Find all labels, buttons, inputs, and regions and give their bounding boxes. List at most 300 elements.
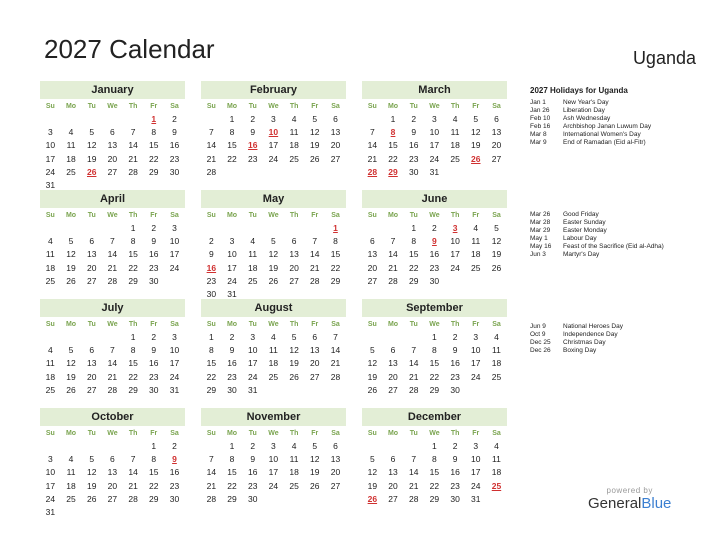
day-cell: 15 [128, 358, 138, 369]
empty-cell [201, 222, 222, 235]
day-cell: 1 [432, 441, 437, 451]
holiday-date: 1 [151, 114, 157, 124]
weekday-label: Tu [409, 103, 418, 110]
holiday-date-label: Mar 29 [530, 227, 551, 235]
day-cell: 27 [388, 493, 398, 504]
weekday-label: Sa [170, 103, 179, 110]
day-cell: 23 [429, 262, 440, 273]
day-cell: 30 [450, 384, 460, 395]
holiday-date-label: May 1 [530, 235, 548, 243]
day-cell: 29 [429, 493, 440, 504]
day-cell: 1 [229, 114, 235, 124]
day-cell: 29 [330, 275, 341, 286]
holiday-row [530, 227, 664, 235]
day-cell: 13 [491, 127, 502, 138]
weekday-label: Fr [311, 103, 319, 110]
day-cell: 3 [473, 441, 479, 451]
holiday-name: Liberation Day [563, 107, 605, 115]
day-cell: 24 [45, 166, 56, 177]
day-cell: 18 [491, 358, 502, 369]
day-cell: 20 [330, 467, 341, 478]
weekday-label: Tu [87, 321, 96, 328]
day-cell: 28 [107, 275, 118, 286]
day-cell: 18 [45, 262, 56, 273]
weekday-label: Tu [87, 212, 96, 219]
empty-cell [102, 113, 123, 126]
day-cell: 19 [471, 140, 481, 151]
day-cell: 28 [310, 275, 320, 286]
weekday-label: Mo [226, 103, 238, 110]
day-cell: 28 [128, 493, 138, 504]
day-grid [40, 426, 185, 519]
day-cell: 19 [310, 467, 320, 478]
day-grid [362, 99, 507, 179]
day-cell: 11 [492, 345, 501, 356]
empty-cell [362, 331, 383, 344]
holiday-date-label: Jan 1 [530, 99, 546, 106]
holiday-date: 26 [86, 166, 97, 177]
day-cell: 12 [268, 249, 279, 260]
holiday-name: National Heroes Day [563, 323, 623, 330]
empty-cell [201, 113, 222, 126]
weekday-label: We [429, 321, 440, 328]
day-cell: 21 [206, 480, 217, 491]
weekday-label: Su [206, 212, 216, 219]
day-cell: 5 [68, 236, 74, 247]
weekday-label: Mo [65, 103, 77, 110]
day-cell: 18 [66, 480, 76, 491]
month-february [201, 81, 346, 179]
weekday-label: Sa [331, 430, 340, 437]
day-cell: 6 [390, 345, 396, 356]
weekday-label: We [268, 103, 279, 110]
day-cell: 3 [172, 223, 177, 233]
holiday-name: Easter Monday [563, 227, 607, 235]
day-cell: 4 [494, 441, 499, 451]
month-april [40, 190, 185, 288]
day-cell: 17 [169, 358, 180, 369]
day-cell: 7 [110, 345, 115, 356]
day-cell: 3 [47, 127, 53, 138]
day-cell: 8 [229, 454, 235, 465]
day-cell: 1 [130, 332, 136, 342]
day-cell: 26 [310, 480, 320, 491]
day-cell: 1 [130, 223, 136, 233]
day-cell: 7 [208, 454, 214, 465]
day-cell: 17 [429, 140, 440, 151]
weekday-label: Sa [492, 212, 501, 219]
weekday-label: Su [45, 103, 55, 110]
day-cell: 30 [408, 166, 419, 177]
day-cell: 31 [471, 493, 481, 504]
day-cell: 11 [268, 345, 278, 356]
day-cell: 1 [432, 332, 437, 342]
day-cell: 15 [149, 467, 159, 478]
day-cell: 14 [310, 249, 320, 260]
holiday-name: Ash Wednesday [563, 115, 611, 123]
day-cell: 25 [491, 371, 502, 382]
empty-cell [403, 331, 424, 344]
day-cell: 15 [408, 249, 419, 260]
day-cell: 22 [128, 371, 138, 382]
day-cell: 13 [367, 249, 378, 260]
holiday-date: 28 [367, 166, 378, 177]
day-cell: 21 [408, 480, 419, 491]
day-cell: 1 [208, 332, 214, 342]
day-cell: 12 [310, 127, 320, 138]
weekday-label: Mo [226, 212, 238, 219]
day-cell: 24 [450, 262, 460, 273]
day-cell: 25 [247, 275, 258, 286]
day-cell: 2 [151, 332, 157, 342]
holiday-date-label: Jun 9 [530, 323, 546, 330]
holiday-name: Boxing Day [563, 347, 597, 355]
day-cell: 16 [450, 467, 460, 478]
empty-cell [362, 113, 383, 126]
weekday-label: Mo [65, 321, 77, 328]
day-cell: 16 [169, 140, 180, 151]
weekday-label: Th [289, 321, 299, 328]
day-cell: 28 [408, 384, 419, 395]
empty-cell [222, 222, 243, 235]
weekday-label: Fr [472, 321, 480, 328]
day-cell: 24 [169, 262, 180, 273]
day-cell: 27 [107, 493, 118, 504]
holiday-date: 26 [367, 493, 378, 504]
weekday-label: Fr [150, 103, 158, 110]
day-cell: 28 [330, 371, 341, 382]
weekday-label: Th [289, 103, 299, 110]
holiday-name: End of Ramadan (Eid al-Fitr) [563, 139, 646, 147]
day-cell: 18 [289, 467, 299, 478]
month-header: January [40, 81, 185, 99]
day-cell: 12 [66, 358, 76, 369]
day-cell: 15 [429, 467, 440, 478]
holiday-date-label: Feb 16 [530, 123, 551, 131]
day-cell: 26 [66, 384, 76, 395]
day-cell: 7 [130, 454, 136, 465]
day-cell: 11 [248, 249, 258, 260]
day-cell: 22 [408, 262, 419, 273]
month-august [201, 299, 346, 397]
day-cell: 10 [450, 236, 460, 247]
empty-cell [102, 440, 123, 453]
day-cell: 18 [45, 371, 56, 382]
day-cell: 30 [149, 384, 159, 395]
day-cell: 14 [367, 140, 378, 151]
day-cell: 4 [68, 127, 74, 138]
day-cell: 23 [450, 480, 460, 491]
day-cell: 8 [432, 345, 437, 356]
day-cell: 26 [491, 262, 502, 273]
day-cell: 21 [330, 358, 341, 369]
day-cell: 22 [149, 153, 159, 164]
day-cell: 16 [247, 467, 258, 478]
day-cell: 23 [408, 153, 419, 164]
day-grid [362, 208, 507, 288]
day-cell: 14 [206, 467, 217, 478]
day-cell: 9 [208, 249, 214, 260]
day-cell: 1 [390, 114, 396, 124]
empty-cell [61, 222, 82, 235]
day-cell: 2 [411, 114, 417, 124]
weekday-label: Mo [226, 321, 238, 328]
month-header: November [201, 408, 346, 426]
day-cell: 22 [206, 371, 217, 382]
empty-cell [40, 331, 61, 344]
holiday-list [530, 99, 651, 148]
day-cell: 27 [289, 275, 299, 286]
day-cell: 2 [208, 236, 214, 247]
holiday-date-label: Jan 26 [530, 107, 550, 115]
day-cell: 4 [68, 454, 74, 465]
day-cell: 27 [330, 153, 341, 164]
day-cell: 5 [291, 332, 297, 342]
day-cell: 25 [45, 384, 56, 395]
day-cell: 9 [151, 345, 157, 356]
day-cell: 13 [107, 140, 118, 151]
day-cell: 8 [411, 236, 417, 247]
day-cell: 20 [86, 262, 97, 273]
day-cell: 27 [330, 480, 341, 491]
month-header: September [362, 299, 507, 317]
day-cell: 2 [452, 441, 458, 451]
day-grid [40, 208, 185, 288]
day-cell: 17 [450, 249, 460, 260]
day-cell: 17 [227, 262, 237, 273]
day-cell: 30 [169, 166, 180, 177]
brand-logo [588, 486, 671, 512]
weekday-label: We [268, 321, 279, 328]
day-cell: 8 [151, 454, 157, 465]
weekday-label: Su [45, 321, 55, 328]
weekday-label: Th [450, 321, 460, 328]
weekday-label: Fr [472, 430, 480, 437]
day-cell: 7 [390, 236, 396, 247]
day-cell: 18 [471, 249, 481, 260]
day-cell: 20 [491, 140, 502, 151]
day-cell: 5 [312, 441, 318, 451]
day-cell: 27 [86, 275, 97, 286]
day-cell: 15 [429, 358, 440, 369]
day-cell: 23 [227, 371, 237, 382]
day-cell: 7 [130, 127, 136, 138]
empty-cell [61, 331, 82, 344]
day-cell: 20 [367, 262, 378, 273]
holiday-row [530, 235, 664, 243]
day-cell: 17 [169, 249, 180, 260]
month-march [362, 81, 507, 179]
day-cell: 2 [452, 332, 458, 342]
day-cell: 16 [429, 249, 440, 260]
day-cell: 13 [310, 345, 320, 356]
day-cell: 3 [250, 332, 256, 342]
day-cell: 27 [491, 153, 502, 164]
weekday-label: Tu [87, 103, 96, 110]
day-cell: 20 [289, 262, 299, 273]
month-header: April [40, 190, 185, 208]
day-cell: 29 [429, 384, 440, 395]
day-cell: 28 [388, 275, 398, 286]
day-cell: 18 [247, 262, 258, 273]
day-cell: 8 [229, 127, 235, 138]
day-cell: 4 [47, 236, 53, 247]
day-cell: 17 [45, 480, 56, 491]
weekday-label: Th [289, 212, 299, 219]
weekday-label: Tu [248, 103, 257, 110]
holiday-date: 8 [390, 127, 396, 138]
empty-cell [61, 113, 82, 126]
empty-cell [81, 113, 102, 126]
weekday-label: Su [206, 321, 216, 328]
country-name: Uganda [632, 48, 696, 68]
day-cell: 26 [310, 153, 320, 164]
day-cell: 24 [45, 493, 56, 504]
holiday-date-label: Dec 25 [530, 339, 551, 347]
day-cell: 8 [151, 127, 157, 138]
holiday-date: 16 [247, 140, 258, 151]
weekday-label: Fr [150, 212, 158, 219]
holiday-date: 10 [268, 127, 279, 138]
day-cell: 31 [227, 288, 237, 299]
day-cell: 25 [471, 262, 481, 273]
day-cell: 30 [450, 493, 460, 504]
day-cell: 10 [268, 454, 279, 465]
day-cell: 6 [494, 114, 499, 124]
empty-cell [102, 222, 123, 235]
day-cell: 15 [206, 358, 217, 369]
day-cell: 23 [206, 275, 217, 286]
day-cell: 10 [227, 249, 237, 260]
day-cell: 22 [227, 153, 237, 164]
day-cell: 17 [471, 467, 481, 478]
day-cell: 27 [367, 275, 378, 286]
empty-cell [123, 440, 144, 453]
holiday-date-label: Dec 26 [530, 347, 551, 355]
day-cell: 23 [149, 262, 159, 273]
weekday-label: Mo [65, 212, 77, 219]
day-cell: 27 [310, 371, 320, 382]
day-cell: 5 [312, 114, 318, 124]
holiday-date-label: Oct 9 [530, 331, 546, 339]
holiday-date: 9 [432, 236, 437, 247]
holiday-name: Independence Day [563, 331, 618, 339]
day-cell: 20 [330, 140, 341, 151]
day-cell: 4 [494, 332, 499, 342]
brand-general: General [588, 495, 642, 512]
empty-cell [383, 331, 404, 344]
day-cell: 16 [149, 249, 159, 260]
day-cell: 14 [206, 140, 217, 151]
day-cell: 2 [172, 441, 177, 451]
day-cell: 31 [247, 384, 258, 395]
day-cell: 21 [107, 262, 118, 273]
holiday-date: 1 [333, 223, 338, 233]
day-cell: 2 [250, 441, 256, 451]
day-cell: 7 [333, 332, 338, 342]
day-cell: 6 [89, 236, 95, 247]
day-cell: 5 [369, 345, 375, 356]
holiday-row [530, 243, 664, 251]
day-cell: 5 [473, 114, 479, 124]
day-cell: 22 [388, 153, 398, 164]
weekday-label: Th [128, 212, 138, 219]
day-cell: 23 [149, 371, 159, 382]
empty-cell [383, 440, 404, 453]
day-cell: 3 [271, 114, 276, 124]
weekday-label: Fr [472, 103, 480, 110]
day-cell: 17 [45, 153, 56, 164]
weekday-label: Su [367, 103, 377, 110]
day-cell: 4 [291, 441, 297, 451]
day-cell: 14 [128, 467, 138, 478]
weekday-label: Sa [170, 212, 179, 219]
day-cell: 16 [169, 467, 180, 478]
day-cell: 13 [107, 467, 118, 478]
day-cell: 12 [86, 467, 97, 478]
day-cell: 6 [333, 441, 338, 451]
day-cell: 5 [89, 127, 95, 138]
weekday-label: Th [128, 321, 138, 328]
day-grid [201, 208, 346, 301]
empty-cell [403, 440, 424, 453]
weekday-label: Th [128, 103, 138, 110]
day-cell: 10 [247, 345, 258, 356]
empty-cell [102, 331, 123, 344]
weekday-label: Sa [331, 321, 340, 328]
day-cell: 11 [45, 249, 55, 260]
weekday-label: We [107, 103, 118, 110]
day-grid [201, 426, 346, 506]
day-grid [201, 99, 346, 179]
day-cell: 28 [206, 166, 217, 177]
weekday-label: Su [367, 430, 377, 437]
holiday-name: Easter Sunday [563, 219, 606, 227]
day-cell: 12 [86, 140, 97, 151]
empty-cell [383, 222, 404, 235]
day-cell: 25 [45, 275, 56, 286]
empty-cell [40, 440, 61, 453]
weekday-label: Su [367, 212, 377, 219]
weekday-label: Mo [65, 430, 77, 437]
month-may [201, 190, 346, 301]
weekday-label: Su [367, 321, 377, 328]
day-cell: 7 [369, 127, 375, 138]
day-cell: 14 [107, 358, 118, 369]
holiday-date: 26 [471, 153, 481, 164]
day-cell: 23 [247, 480, 258, 491]
day-cell: 12 [367, 358, 378, 369]
day-cell: 7 [411, 345, 417, 356]
weekday-label: Th [450, 212, 460, 219]
day-cell: 9 [172, 127, 177, 138]
brand-blue: Blue [641, 495, 672, 512]
month-header: February [201, 81, 346, 99]
day-cell: 30 [169, 493, 180, 504]
day-cell: 13 [86, 358, 97, 369]
month-header: June [362, 190, 507, 208]
day-cell: 4 [250, 236, 256, 247]
day-cell: 20 [86, 371, 97, 382]
day-cell: 24 [247, 371, 258, 382]
day-cell: 22 [330, 262, 341, 273]
weekday-label: Sa [170, 321, 179, 328]
weekday-label: Tu [248, 212, 257, 219]
day-cell: 26 [367, 384, 378, 395]
day-cell: 29 [227, 493, 237, 504]
day-cell: 13 [330, 454, 341, 465]
day-cell: 26 [268, 275, 279, 286]
